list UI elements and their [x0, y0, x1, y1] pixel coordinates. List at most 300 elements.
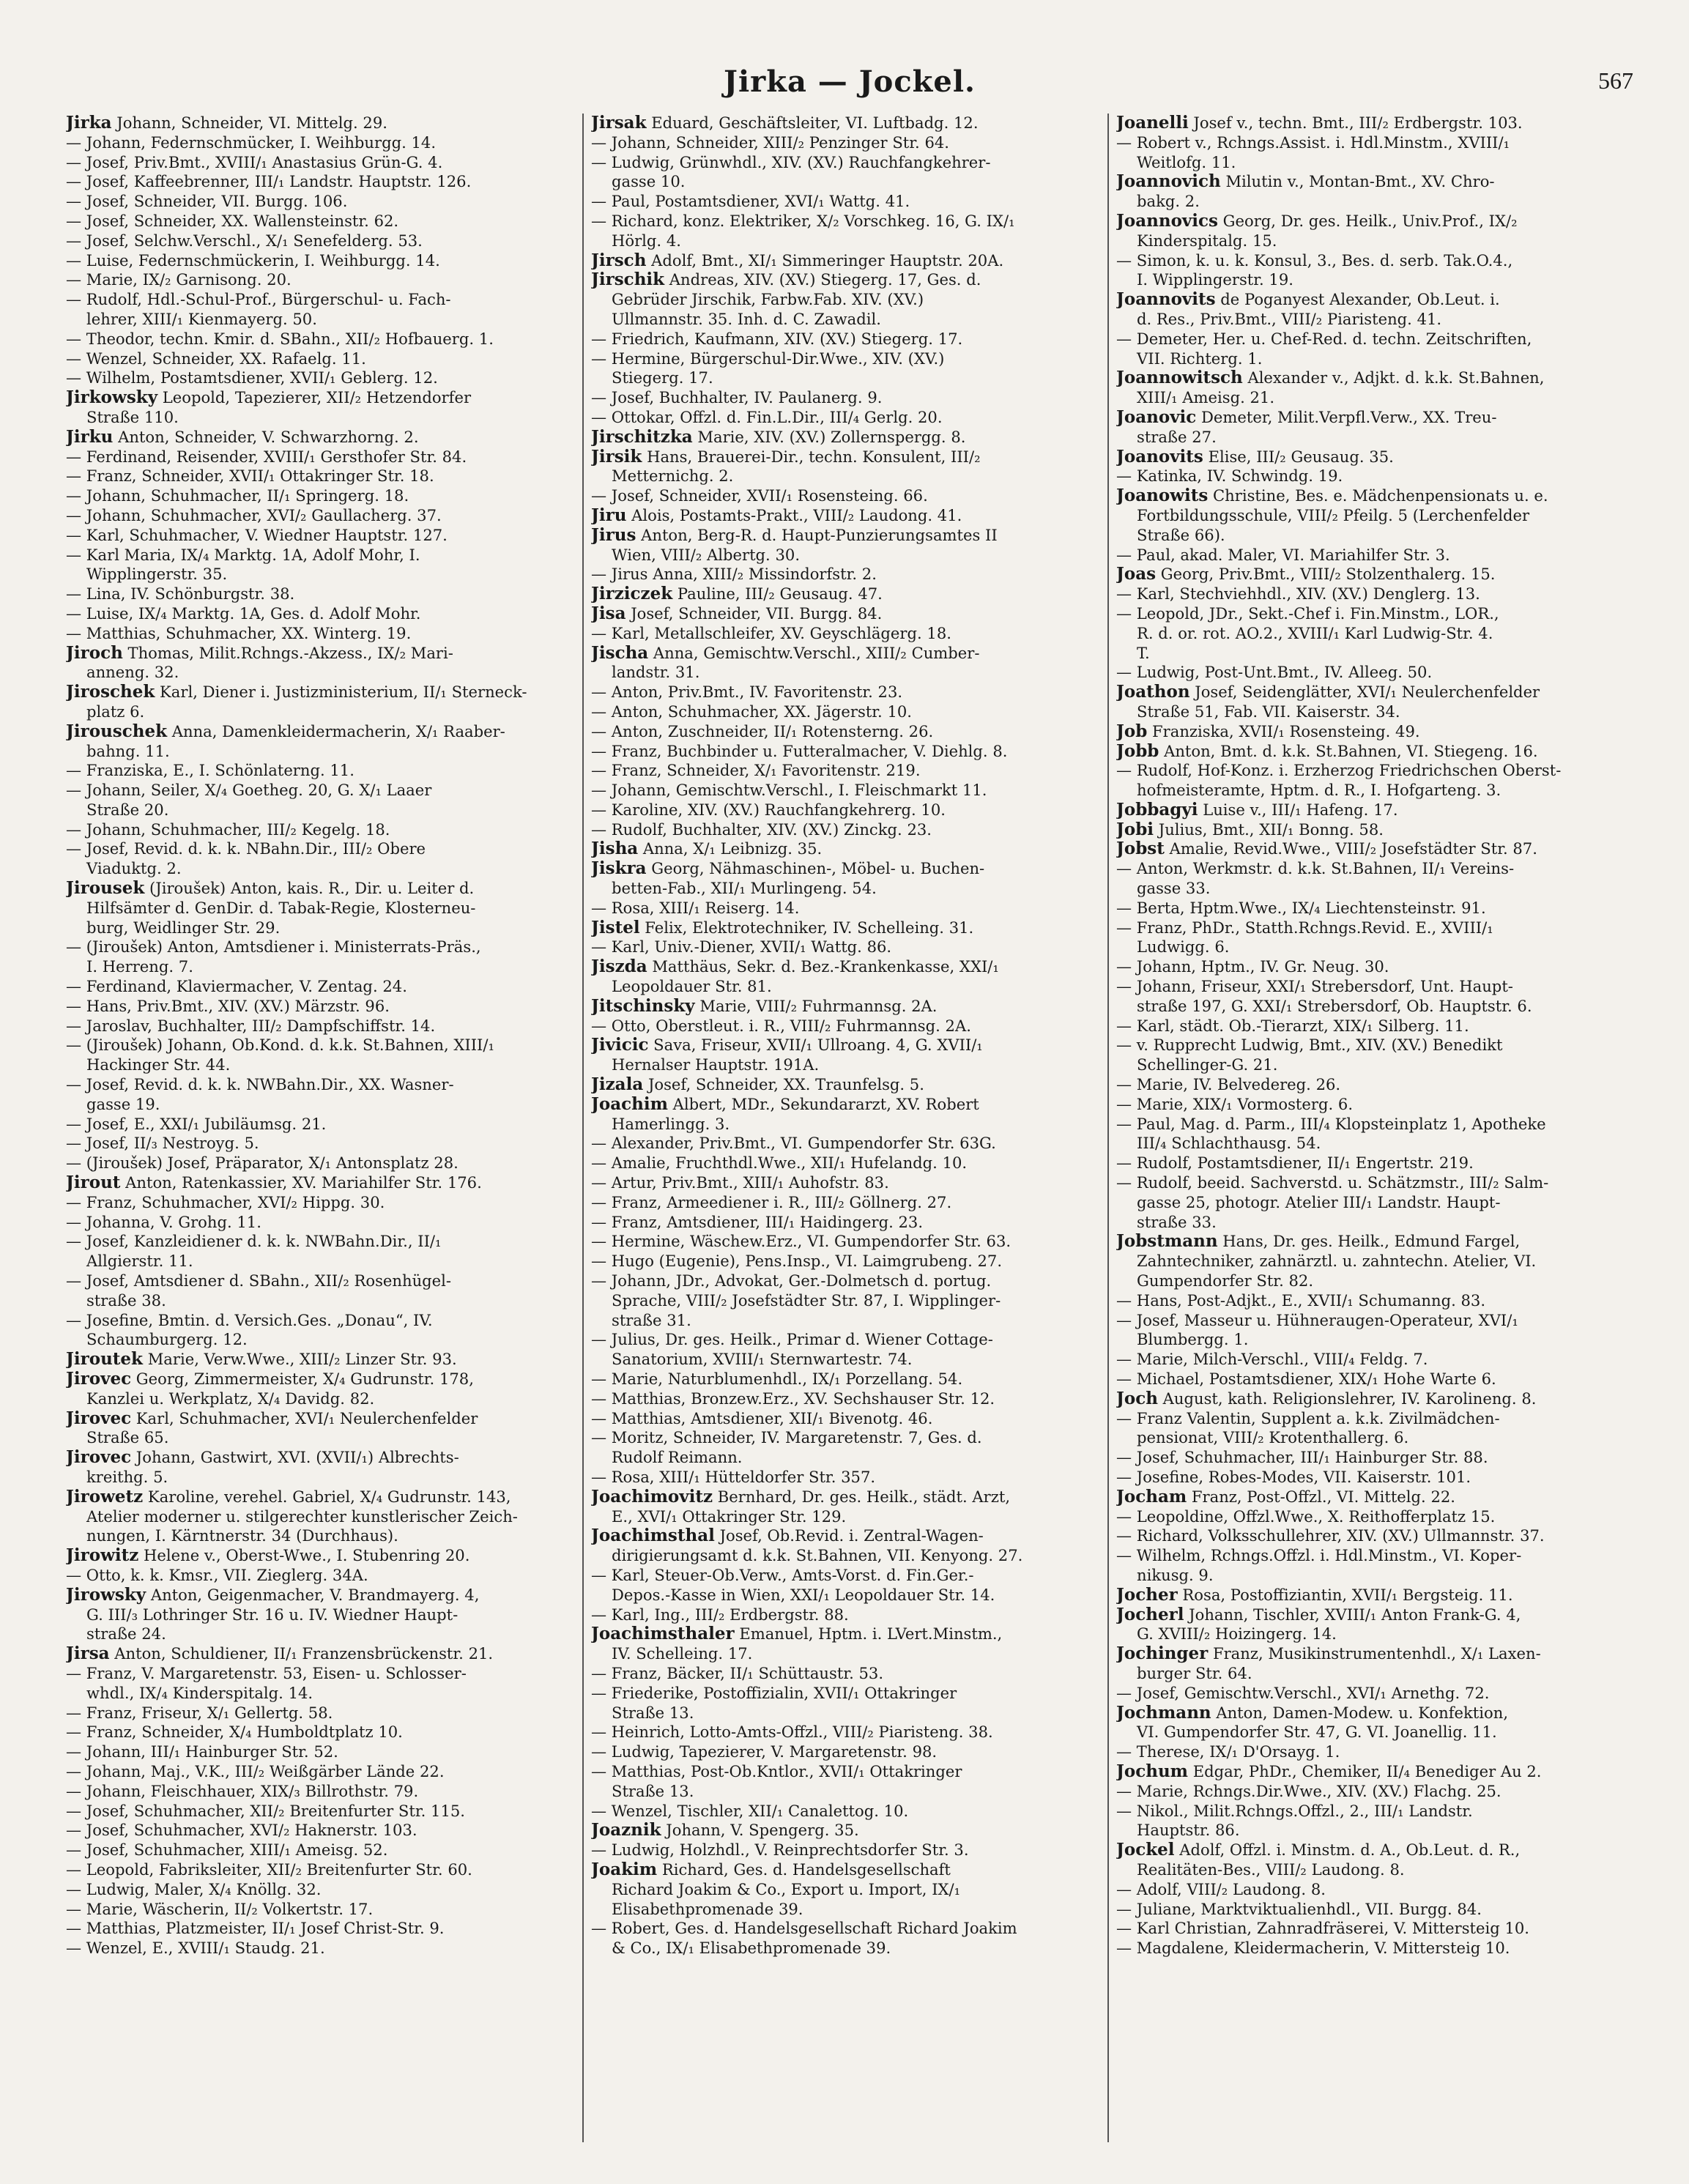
entry-text: straße 38. — [86, 1290, 166, 1310]
surname: Jobbagyi — [1116, 800, 1198, 820]
entry-text: Matthäus, Sekr. d. Bez.-Krankenkasse, XXI/₁ — [647, 957, 999, 976]
entry-headline — [1116, 408, 1633, 428]
surname: Jochum — [1116, 1761, 1189, 1781]
entry-text: Hauptstr. 86. — [1137, 1821, 1240, 1840]
entry-continuation — [591, 1350, 1096, 1370]
entry-text: — Josef, Schuhmacher, XVI/₂ Haknerstr. 103. — [66, 1821, 417, 1840]
surname: Jirziczek — [591, 584, 673, 604]
entry-line — [1116, 1154, 1633, 1173]
entry-text: Demeter, Milit.Verpfl.Verw., XX. Treu- — [1196, 407, 1497, 426]
entry-headline — [66, 114, 571, 133]
entry-text: — Otto, k. k. Kmsr., VII. Zieglerg. 34A. — [66, 1565, 368, 1584]
entry-line — [66, 270, 571, 290]
entry-line — [66, 506, 571, 526]
entry-text: Josef, Schneider, VII. Burgg. 84. — [626, 603, 883, 623]
entry-text: — Wenzel, Schneider, XX. Rafaelg. 11. — [66, 349, 366, 368]
entry-line — [591, 153, 1096, 173]
entry-text: Kinderspitalg. 15. — [1137, 231, 1277, 250]
entry-text: — Adolf, VIII/₂ Laudong. 8. — [1116, 1879, 1326, 1898]
surname: Joanovic — [1116, 407, 1197, 427]
entry-continuation — [1116, 1566, 1633, 1586]
entry-line — [66, 1271, 571, 1291]
entry-continuation — [66, 1252, 571, 1271]
entry-line — [66, 1193, 571, 1213]
entry-continuation — [66, 1526, 571, 1546]
entry-text: anneng. 32. — [86, 663, 179, 682]
entry-continuation — [66, 310, 571, 330]
surname: Joanovits — [1116, 447, 1203, 467]
entry-line — [66, 192, 571, 212]
surname: Joannowitsch — [1116, 368, 1243, 388]
entry-line — [1116, 918, 1633, 938]
surname: Joachimsthaler — [591, 1624, 735, 1644]
entry-line — [1116, 604, 1633, 624]
entry-text: — Rosa, XIII/₁ Hütteldorfer Str. 357. — [591, 1467, 876, 1486]
entry-line — [1116, 584, 1633, 604]
entry-text: E., XVI/₁ Ottakringer Str. 129. — [612, 1507, 847, 1526]
entry-line — [66, 584, 571, 604]
entry-text: — Josef, Schuhmacher, XIII/₁ Ameisg. 52. — [66, 1841, 388, 1860]
entry-text: — Marie, Milch-Verschl., VIII/₄ Feldg. 7. — [1116, 1350, 1428, 1369]
entry-text: Karl, Schuhmacher, XVI/₁ Neulerchenfelder — [131, 1408, 478, 1427]
directory-columns — [66, 114, 1633, 2142]
entry-text: — Marie, IX/₂ Garnisong. 20. — [66, 270, 292, 289]
entry-text: Hamerlingg. 3. — [612, 1114, 730, 1133]
entry-headline — [1116, 447, 1633, 467]
entry-headline — [591, 859, 1096, 879]
entry-line — [591, 1919, 1096, 1939]
surname: Joas — [1116, 565, 1157, 584]
entry-headline — [591, 1821, 1096, 1841]
surname: Joachimsthal — [591, 1526, 715, 1546]
entry-text: — Moritz, Schneider, IV. Margaretenstr. 7, Ges. d. — [591, 1428, 982, 1447]
entry-text: nikusg. 9. — [1137, 1565, 1214, 1584]
entry-text: — Wenzel, E., XVIII/₁ Staudg. 21. — [66, 1939, 325, 1958]
entry-text: gasse 33. — [1137, 879, 1211, 898]
entry-text: — (Jiroušek) Anton, Amtsdiener i. Ministerrats-Präs., — [66, 937, 481, 957]
entry-line — [66, 368, 571, 388]
entry-line — [1116, 467, 1633, 486]
entry-text: — Franz, Schuhmacher, XVI/₂ Hippg. 30. — [66, 1192, 385, 1211]
entry-text: Josef v., techn. Bmt., III/₂ Erdbergstr. 103. — [1188, 114, 1523, 132]
entry-text: pensionat, VIII/₂ Krotenthallerg. 6. — [1137, 1428, 1409, 1447]
entry-continuation — [1116, 192, 1633, 212]
entry-continuation — [1116, 644, 1633, 664]
entry-line — [591, 1468, 1096, 1487]
entry-text: — Johann, Federnschmücker, I. Weihburgg. 14. — [66, 133, 437, 152]
entry-line — [591, 330, 1096, 349]
entry-text: straße 27. — [1137, 427, 1217, 446]
entry-text: Georg, Zimmermeister, X/₄ Gudrunstr. 178, — [131, 1370, 474, 1388]
entry-text: — Hans, Priv.Bmt., XIV. (XV.) Märzstr. 96. — [66, 996, 390, 1015]
surname: Jirsch — [591, 250, 647, 270]
entry-text: — Anton, Werkmstr. d. k.k. St.Bahnen, II/₁ Vereins- — [1116, 859, 1515, 878]
surname: Jiroch — [66, 643, 123, 663]
entry-continuation — [66, 1605, 571, 1625]
entry-line — [591, 1664, 1096, 1684]
entry-text: — Demeter, Her. u. Chef-Red. d. techn. Zeitschriften, — [1116, 329, 1532, 348]
entry-continuation — [66, 663, 571, 683]
entry-text: Thomas, Milit.Rchngs.-Akzess., IX/₂ Mari- — [122, 643, 453, 662]
entry-headline — [1116, 172, 1633, 192]
entry-text: bakg. 2. — [1137, 192, 1200, 211]
surname: Jirkowsky — [66, 388, 158, 408]
entry-line — [66, 1919, 571, 1939]
entry-text: burger Str. 64. — [1137, 1663, 1252, 1682]
entry-text: — Johann, Fleischhauer, XIX/₃ Billrothstr. 79. — [66, 1781, 419, 1800]
entry-headline — [591, 997, 1096, 1017]
surname: Jocher — [1116, 1585, 1178, 1605]
entry-text: Anton, Damen-Modew. u. Konfektion, — [1211, 1703, 1509, 1722]
entry-continuation — [591, 1704, 1096, 1723]
surname: Jisha — [591, 839, 639, 859]
entry-line — [591, 1723, 1096, 1742]
entry-line — [1116, 1409, 1633, 1429]
entry-text: — Heinrich, Lotto-Amts-Offzl., VIII/₂ Piaristeng. 38. — [591, 1723, 993, 1742]
entry-text: — Franz, Schneider, X/₁ Favoritenstr. 219. — [591, 761, 921, 780]
entry-line — [591, 1684, 1096, 1704]
entry-line — [591, 1841, 1096, 1860]
entry-headline — [66, 1546, 571, 1566]
entry-text: — Johann, Seiler, X/₄ Goetheg. 20, G. X/₁ Laaer — [66, 781, 432, 800]
entry-text: Johann, Gastwirt, XVI. (XVII/₁) Albrechts- — [131, 1448, 459, 1467]
entry-continuation — [591, 1782, 1096, 1802]
entry-headline — [1116, 1389, 1633, 1409]
entry-text: Straße 13. — [612, 1781, 694, 1800]
entry-text: Hörlg. 4. — [612, 231, 681, 250]
entry-line — [1116, 1880, 1633, 1900]
entry-continuation — [1116, 1193, 1633, 1213]
entry-line — [1116, 1900, 1633, 1920]
entry-text: G. III/₃ Lothringer Str. 16 u. IV. Wiedner Haupt- — [86, 1605, 459, 1624]
entry-text: — Franz, PhDr., Statth.Rchngs.Revid. E., XVIII/₁ — [1116, 918, 1493, 937]
surname: Joannovich — [1116, 172, 1221, 192]
entry-text: — Nikol., Milit.Rchngs.Offzl., 2., III/₁ Landstr. — [1116, 1801, 1473, 1820]
entry-line — [591, 1409, 1096, 1429]
entry-headline — [591, 1624, 1096, 1644]
entry-text: — Rudolf, Hdl.-Schul-Prof., Bürgerschul- u. Fach- — [66, 290, 451, 309]
entry-continuation — [1116, 231, 1633, 251]
entry-text: Ludwigg. 6. — [1137, 937, 1230, 957]
surname: Jirovec — [66, 1408, 132, 1428]
entry-text: Anna, Gemischtw.Verschl., XIII/₂ Cumber- — [648, 643, 980, 662]
surname: Jirka — [66, 114, 112, 133]
entry-text: — Karl, Metallschleifer, XV. Geyschlägerg. 18. — [591, 623, 951, 642]
entry-text: Georg, Nähmaschinen-, Möbel- u. Buchen- — [646, 859, 985, 878]
entry-text: — Lina, IV. Schönburgstr. 38. — [66, 584, 295, 603]
entry-text: — Ferdinand, Klaviermacher, V. Zentag. 24. — [66, 977, 407, 996]
entry-text: — Luise, Federnschmückerin, I. Weihburgg. 14. — [66, 250, 440, 270]
entry-headline — [1116, 801, 1633, 820]
entry-line — [591, 1605, 1096, 1625]
entry-text: — Josef, Schneider, XX. Wallensteinstr. 62. — [66, 211, 399, 230]
entry-text: Amalie, Revid.Wwe., VIII/₂ Josefstädter Str. 87. — [1164, 839, 1537, 858]
entry-text: — Ludwig, Holzhdl., V. Reinprechtsdorfer Str. 3. — [591, 1841, 969, 1860]
entry-text: — Franz, Schneider, XVII/₁ Ottakringer Str. 18. — [66, 467, 434, 486]
entry-text: Weitlofg. 11. — [1137, 152, 1236, 171]
entry-text: Richard Joakim & Co., Export u. Import, IX/₁ — [612, 1879, 961, 1898]
entry-line — [1116, 1742, 1633, 1762]
entry-text: — Karl, Ing., III/₂ Erdbergstr. 88. — [591, 1605, 849, 1624]
entry-text: — Josef, Schneider, XVII/₁ Rosensteing. 66. — [591, 486, 928, 505]
entry-text: — Paul, akad. Maler, VI. Mariahilfer Str. 3. — [1116, 545, 1450, 564]
entry-text: R. d. or. rot. AO.2., XVIII/₁ Karl Ludwig-Str. 4. — [1137, 623, 1493, 642]
entry-text: IV. Schelleing. 17. — [612, 1644, 753, 1663]
entry-line — [66, 330, 571, 349]
entry-text: — Karl Maria, IX/₄ Marktg. 1A, Adolf Mohr, I. — [66, 545, 420, 564]
entry-line — [1116, 899, 1633, 918]
entry-continuation — [1116, 781, 1633, 801]
entry-text: — Luise, IX/₄ Marktg. 1A, Ges. d. Adolf Mohr. — [66, 603, 421, 623]
entry-text: — Johann, Maj., V.K., III/₂ Weißgärber Lände 22. — [66, 1761, 445, 1780]
entry-text: — Richard, konz. Elektriker, X/₂ Vorschkeg. 16, G. IX/₁ — [591, 211, 1015, 230]
entry-text: Atelier moderner u. stilgerechter kunstlerischer Zeich- — [86, 1507, 518, 1526]
surname: Jirschik — [591, 270, 665, 290]
entry-text: Felix, Elektrotechniker, IV. Schelleing. 31. — [639, 918, 974, 937]
entry-line — [66, 212, 571, 231]
entry-line — [591, 212, 1096, 231]
surname: Jocherl — [1116, 1605, 1184, 1624]
entry-continuation — [66, 1684, 571, 1704]
entry-text: Johann, Tischler, XVIII/₁ Anton Frank-G. 4, — [1184, 1605, 1521, 1624]
entry-continuation — [1116, 1860, 1633, 1880]
entry-text: — Josef, Revid. d. k. k. NWBahn.Dir., XX. Wasner- — [66, 1075, 454, 1094]
entry-text: — Alexander, Priv.Bmt., VI. Gumpendorfer Str. 63G. — [591, 1134, 996, 1153]
column-divider — [1107, 114, 1109, 2142]
entry-text: — Rudolf, Buchhalter, XIV. (XV.) Zinckg. 23. — [591, 820, 932, 839]
surname: Joachimovitz — [591, 1487, 713, 1507]
entry-headline — [1116, 1232, 1633, 1252]
entry-line — [66, 1841, 571, 1860]
entry-headline — [1116, 1704, 1633, 1723]
entry-text: — Josef, Masseur u. Hühneraugen-Operateur, XVI/₁ — [1116, 1310, 1518, 1329]
surname: Jizala — [591, 1075, 644, 1095]
entry-continuation — [1116, 270, 1633, 290]
entry-text: — Richard, Volksschullehrer, XIV. (XV.) Ullmannstr. 37. — [1116, 1526, 1545, 1545]
entry-text: — Wenzel, Tischler, XII/₁ Canalettog. 10. — [591, 1801, 909, 1820]
entry-line — [66, 1900, 571, 1920]
entry-headline — [66, 428, 571, 447]
entry-line — [1116, 859, 1633, 879]
surname: Jirsak — [591, 114, 647, 133]
entry-continuation — [591, 290, 1096, 310]
entry-text: & Co., IX/₁ Elisabethpromenade 39. — [612, 1939, 891, 1958]
entry-text: d. Res., Priv.Bmt., VIII/₂ Piaristeng. 41. — [1137, 309, 1442, 328]
entry-text: — Katinka, IV. Schwindg. 19. — [1116, 467, 1343, 486]
entry-continuation — [591, 1880, 1096, 1900]
entry-text: dirigierungsamt d. k.k. St.Bahnen, VII. Kenyong. 27. — [612, 1546, 1023, 1565]
entry-headline — [1116, 1762, 1633, 1782]
entry-text: Johann, Schneider, VI. Mittelg. 29. — [111, 114, 387, 132]
entry-text: — Leopoldine, Offzl.Wwe., X. Reithofferplatz 15. — [1116, 1507, 1496, 1526]
entry-continuation — [591, 977, 1096, 997]
entry-line — [1116, 251, 1633, 271]
entry-headline — [66, 1644, 571, 1664]
entry-text: — Johann, III/₁ Hainburger Str. 52. — [66, 1742, 338, 1761]
entry-text: I. Wipplingerstr. 19. — [1137, 270, 1293, 289]
entry-line — [66, 349, 571, 369]
entry-line — [66, 1802, 571, 1821]
entry-text: Karl, Diener i. Justizministerium, II/₁ Sterneck- — [155, 683, 527, 702]
entry-continuation — [1116, 310, 1633, 330]
entry-text: — Rudolf, Hof-Konz. i. Erzherzog Friedrichschen Oberst- — [1116, 761, 1562, 780]
entry-line — [1116, 1095, 1633, 1115]
entry-line — [66, 467, 571, 486]
entry-continuation — [591, 172, 1096, 192]
entry-text: — Johann, JDr., Advokat, Ger.-Dolmetsch d. portug. — [591, 1271, 992, 1290]
entry-text: Julius, Bmt., XII/₁ Bonng. 58. — [1154, 820, 1384, 839]
entry-continuation — [66, 1095, 571, 1115]
entry-text: — Rudolf, beeid. Sachverstd. u. Schätzmstr., III/₂ Salm- — [1116, 1173, 1549, 1192]
entry-line — [591, 133, 1096, 153]
entry-line — [591, 937, 1096, 957]
entry-continuation — [66, 742, 571, 762]
entry-text: Viaduktg. 2. — [86, 859, 182, 878]
entry-line — [66, 1742, 571, 1762]
entry-line — [66, 526, 571, 546]
entry-text: — Josef, II/₃ Nestroyg. 5. — [66, 1134, 259, 1153]
entry-headline — [1116, 1841, 1633, 1860]
entry-text: Christine, Bes. e. Mädchenpensionats u. e. — [1208, 486, 1548, 505]
entry-text: Realitäten-Bes., VIII/₂ Laudong. 8. — [1137, 1860, 1405, 1879]
entry-continuation — [1116, 1624, 1633, 1644]
surname: Joachim — [591, 1094, 668, 1114]
surname: Jockel — [1116, 1841, 1175, 1860]
entry-text: Stiegerg. 17. — [612, 368, 713, 387]
entry-continuation — [1116, 349, 1633, 369]
entry-line — [591, 1742, 1096, 1762]
entry-text: — Karoline, XIV. (XV.) Rauchfangkehrerg. 10. — [591, 800, 946, 819]
entry-line — [1116, 1291, 1633, 1311]
entry-line — [591, 722, 1096, 742]
entry-headline — [591, 918, 1096, 938]
entry-text: Anton, Schuldiener, II/₁ Franzensbrückenstr. 21. — [109, 1644, 494, 1663]
entry-line — [66, 977, 571, 997]
entry-headline — [66, 1448, 571, 1468]
entry-text: Fortbildungsschule, VIII/₂ Pfeilg. 5 (Lerchenfelder — [1137, 505, 1530, 524]
entry-text: Anton, Berg-R. d. Haupt-Punzierungsamtes II — [636, 525, 998, 544]
entry-headline — [1116, 290, 1633, 310]
entry-line — [591, 702, 1096, 722]
surname: Jiroutek — [66, 1350, 143, 1370]
entry-text: T. — [1137, 643, 1150, 662]
entry-headline — [1116, 114, 1633, 133]
entry-line — [66, 231, 571, 251]
column-1 — [66, 114, 571, 2142]
entry-text: Albert, MDr., Sekundararzt, XV. Robert — [667, 1094, 979, 1113]
entry-text: — Franz Valentin, Supplent a. k.k. Zivilmädchen- — [1116, 1408, 1500, 1427]
entry-text: — Paul, Mag. d. Parm., III/₄ Klopsteinplatz 1, Apotheke — [1116, 1114, 1546, 1133]
entry-text: — Franz, Friseur, X/₁ Gellertg. 58. — [66, 1703, 333, 1722]
entry-text: — Otto, Oberstleut. i. R., VIII/₂ Fuhrmannsg. 2A. — [591, 1016, 971, 1035]
entry-line — [66, 1115, 571, 1134]
entry-text: — Johann, Friseur, XXI/₁ Strebersdorf, Unt. Haupt- — [1116, 977, 1513, 996]
surname: Jirowetz — [66, 1487, 144, 1507]
entry-text: VI. Gumpendorfer Str. 47, G. VI. Joanellig. 11. — [1137, 1723, 1497, 1742]
entry-headline — [591, 270, 1096, 290]
entry-continuation — [591, 1939, 1096, 1958]
entry-text: — Josef, Schuhmacher, XII/₂ Breitenfurter Str. 115. — [66, 1801, 465, 1820]
column-2 — [591, 114, 1096, 2142]
entry-continuation — [591, 1055, 1096, 1075]
entry-continuation — [1116, 1330, 1633, 1350]
entry-text: — Josef, Priv.Bmt., XVIII/₁ Anastasius Grün-G. 4. — [66, 152, 443, 171]
entry-continuation — [1116, 526, 1633, 546]
entry-line — [66, 997, 571, 1017]
entry-text: — Josef, Selchw.Verschl., X/₁ Senefelderg. 53. — [66, 231, 423, 250]
entry-line — [591, 1134, 1096, 1154]
entry-continuation — [66, 801, 571, 820]
entry-continuation — [1116, 1134, 1633, 1154]
entry-line — [1116, 977, 1633, 997]
entry-text: bahng. 11. — [86, 741, 170, 760]
surname: Jobb — [1116, 741, 1159, 761]
entry-text: burg, Weidlinger Str. 29. — [86, 918, 281, 937]
entry-headline — [591, 114, 1096, 133]
entry-headline — [66, 1173, 571, 1193]
entry-line — [591, 1213, 1096, 1233]
entry-headline — [66, 1586, 571, 1605]
entry-line — [66, 1939, 571, 1958]
entry-line — [1116, 1939, 1633, 1958]
entry-text: Straße 13. — [612, 1703, 694, 1722]
entry-headline — [591, 526, 1096, 546]
entry-headline — [66, 644, 571, 664]
entry-continuation — [591, 663, 1096, 683]
entry-headline — [591, 957, 1096, 977]
entry-continuation — [591, 1507, 1096, 1527]
entry-text: Alexander v., Adjkt. d. k.k. St.Bahnen, — [1242, 368, 1545, 387]
entry-text: Adolf, Offzl. i. Minstm. d. A., Ob.Leut. d. R., — [1174, 1841, 1521, 1860]
surname: Joathon — [1116, 683, 1190, 702]
entry-text: — Friederike, Postoffizialin, XVII/₁ Ottakringer — [591, 1683, 957, 1702]
entry-continuation — [591, 1311, 1096, 1331]
entry-headline — [66, 722, 571, 742]
entry-line — [591, 781, 1096, 801]
entry-continuation — [591, 1644, 1096, 1664]
entry-text: — Johanna, V. Grohg. 11. — [66, 1212, 261, 1231]
entry-line — [66, 486, 571, 506]
entry-text: — Theodor, techn. Kmir. d. SBahn., XII/₂ Hofbauerg. 1. — [66, 329, 494, 348]
entry-line — [1116, 1075, 1633, 1095]
entry-text: (Jiroušek) Anton, kais. R., Dir. u. Leiter d. — [144, 879, 475, 898]
entry-text: Anton, Schneider, V. Schwarzhorng. 2. — [113, 427, 419, 446]
column-divider — [582, 114, 584, 2142]
entry-text: Straße 65. — [86, 1428, 169, 1447]
entry-text: — Simon, k. u. k. Konsul, 3., Bes. d. serb. Tak.O.4., — [1116, 250, 1513, 270]
surname: Jobi — [1116, 820, 1154, 839]
entry-text: — Josef, Revid. d. k. k. NBahn.Dir., III/₂ Obere — [66, 839, 426, 858]
entry-headline — [591, 447, 1096, 467]
directory-page — [66, 44, 1633, 2153]
entry-line — [66, 839, 571, 859]
entry-text: — Josefine, Bmtin. d. Versich.Ges. „Donau“, IV. — [66, 1310, 433, 1329]
entry-line — [591, 624, 1096, 644]
entry-continuation — [1116, 937, 1633, 957]
entry-headline — [66, 1370, 571, 1389]
entry-continuation — [1116, 506, 1633, 526]
entry-continuation — [1116, 1252, 1633, 1271]
entry-line — [66, 761, 571, 781]
entry-text: — Matthias, Schuhmacher, XX. Winterg. 19. — [66, 623, 412, 642]
entry-text: Hans, Dr. ges. Heilk., Edmund Fargel, — [1217, 1232, 1521, 1251]
entry-continuation — [66, 1428, 571, 1448]
entry-line — [1116, 1546, 1633, 1566]
entry-headline — [66, 1487, 571, 1507]
entry-text: — Michael, Postamtsdiener, XIX/₁ Hohe Warte 6. — [1116, 1370, 1496, 1388]
entry-text: Wipplingerstr. 35. — [86, 565, 228, 584]
entry-text: hofmeisteramte, Hptm. d. R., I. Hofgarteng. 3. — [1137, 781, 1501, 800]
